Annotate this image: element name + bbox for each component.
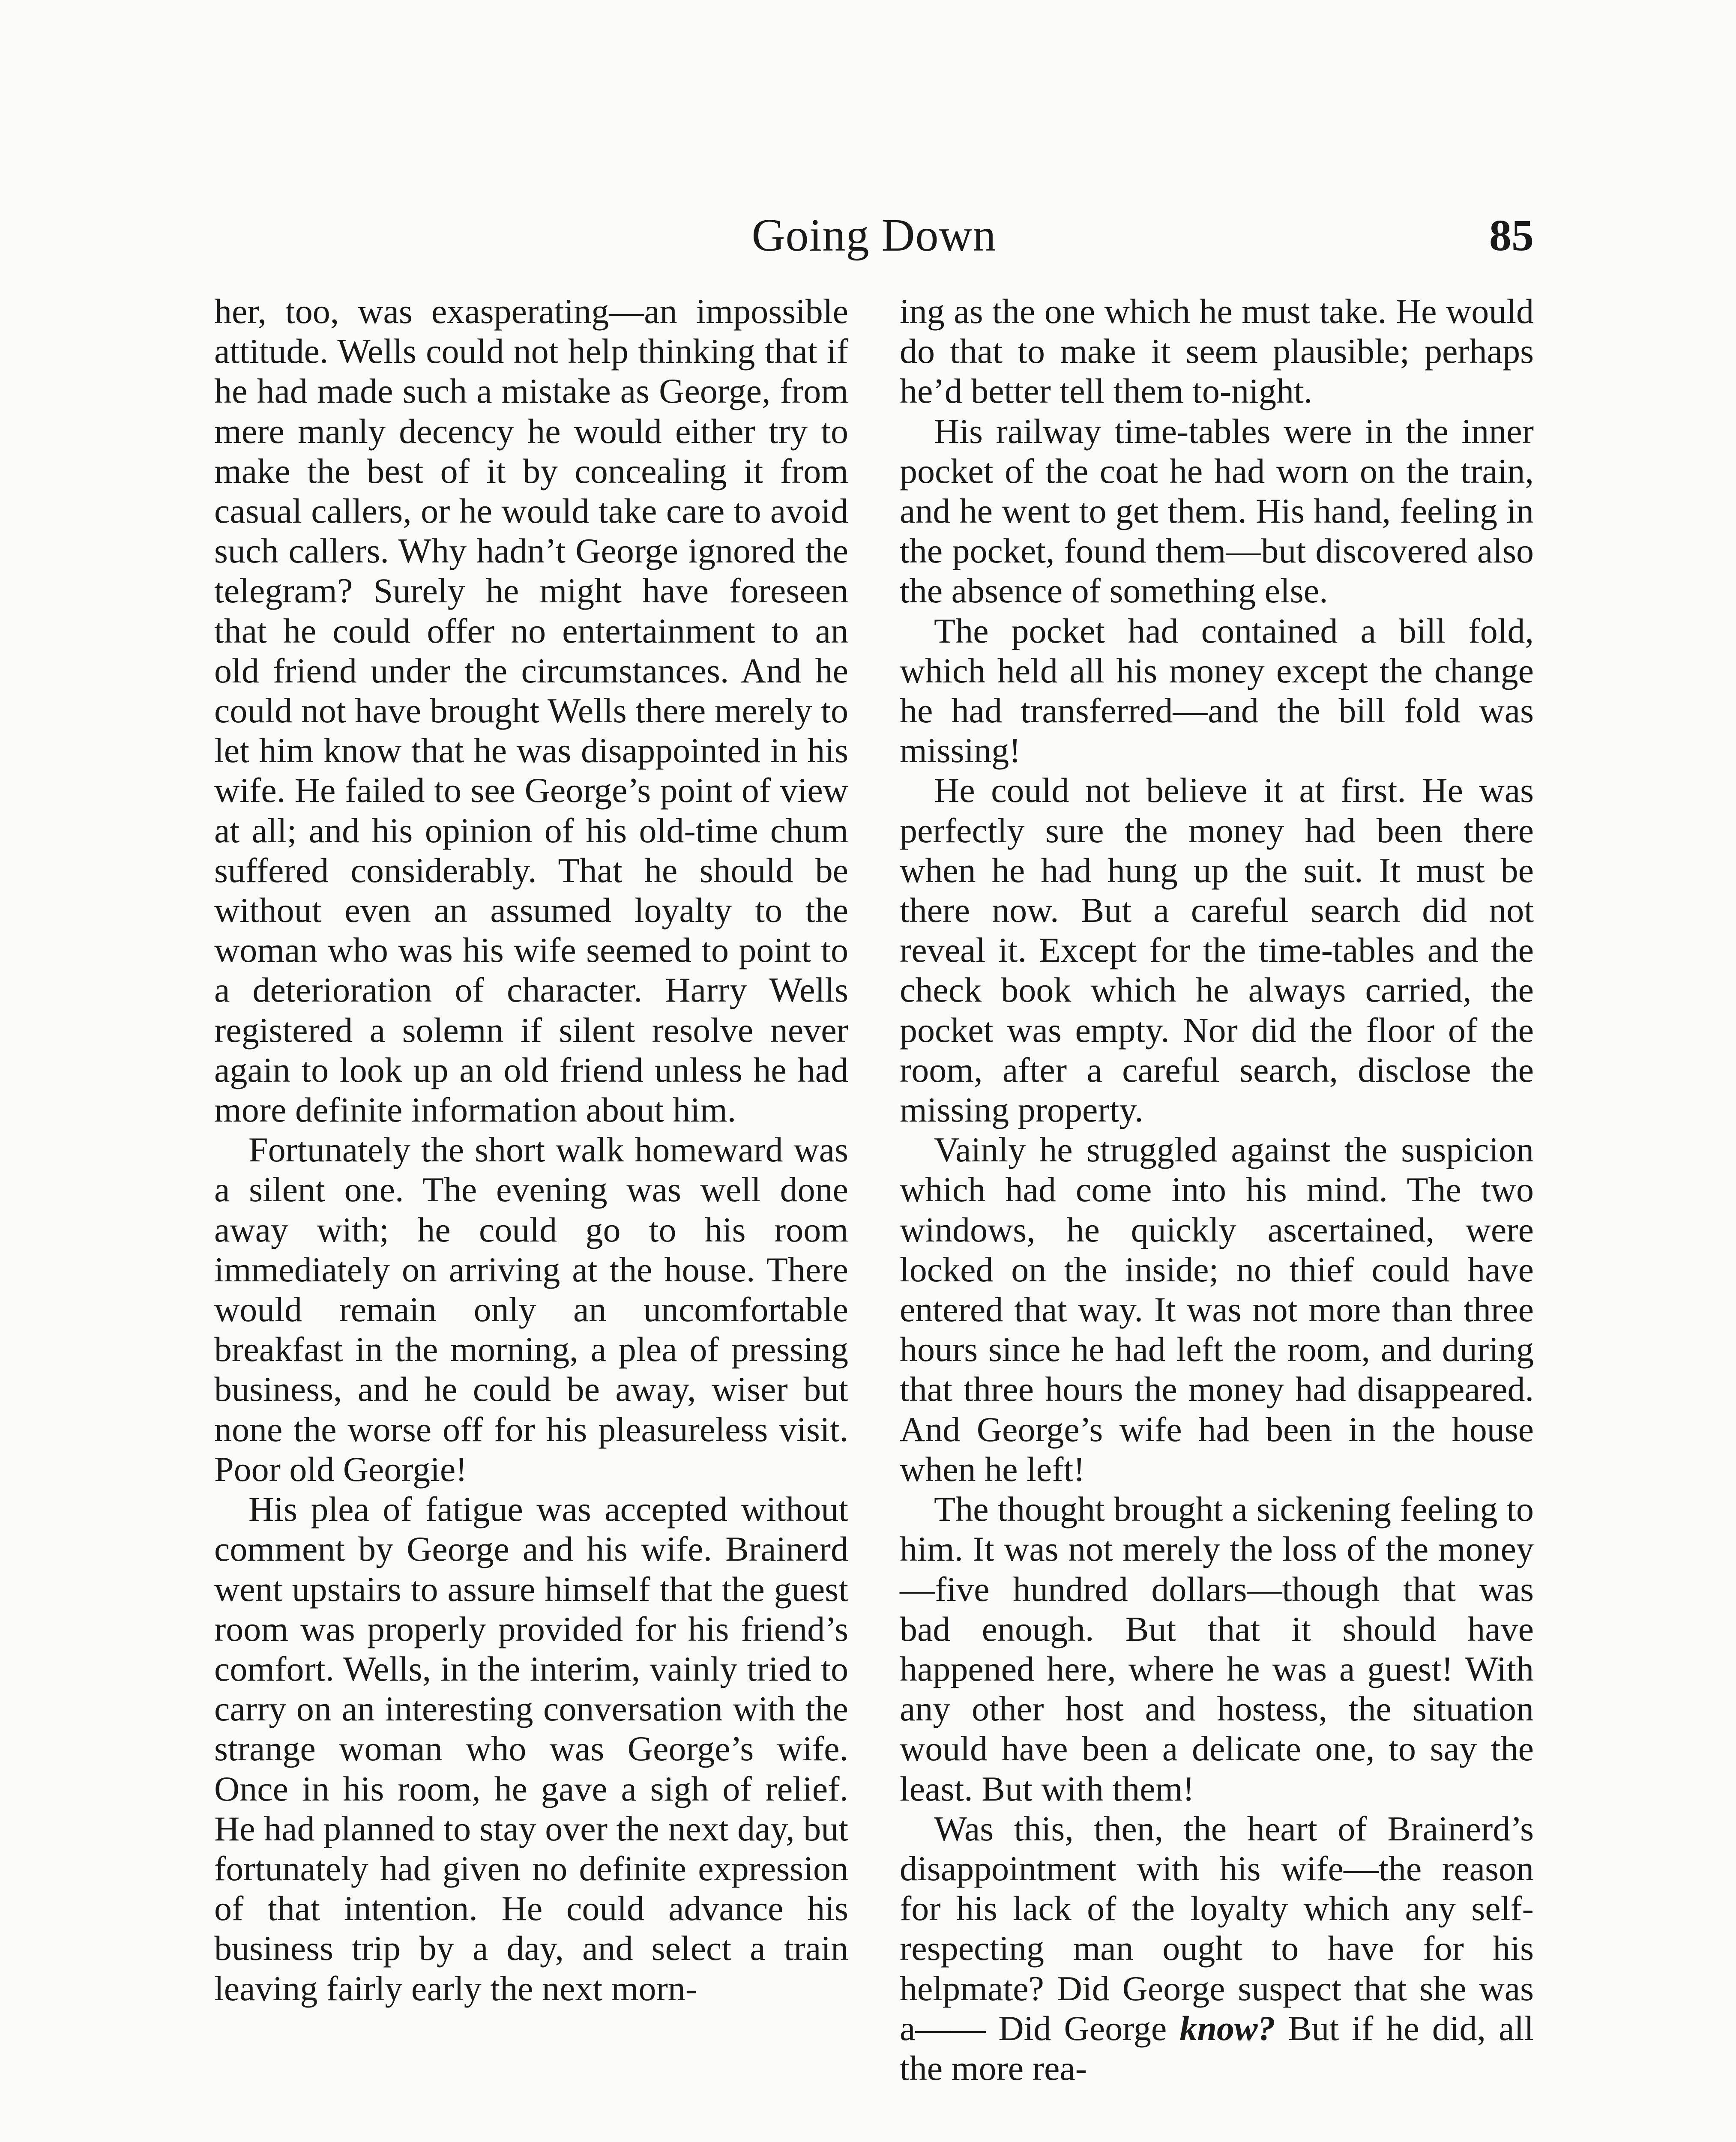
paragraph: The pocket had contained a bill fold, which held all his money except the change he had transferred—and the bill fold was missing! <box>900 611 1534 770</box>
paragraph-text: Was this, then, the heart of Brainerd’s disappointment with his wife—the reason for his lack of the loyalty which any self-respecting man ought to have for his helpmate? Did George suspect that she was a—— Did George <box>900 1809 1534 2048</box>
paragraph <box>900 1809 1534 2088</box>
page-header <box>214 201 1534 287</box>
paragraph: He could not believe it at first. He was perfectly sure the money had been there when he had hung up the suit. It must be there now. But a careful search did not reveal it. Except for the time-tables and the check book which he always carried, the pocket was empty. Nor did the floor of the room, after a careful search, disclose the missing property. <box>900 771 1534 1130</box>
paragraph-text: But if he did, all the more rea- <box>900 2008 1534 2088</box>
paragraph: The thought brought a sickening feeling to him. It was not merely the loss of the money—five hundred dollars—though that was bad enough. But that it should have happened here, where he was a guest! With any other host and hostess, the situation would have been a delicate one, to say the least. But with them! <box>900 1490 1534 1808</box>
left-column <box>214 291 848 2008</box>
page-number: 85 <box>1489 211 1534 260</box>
right-column <box>900 291 1534 2088</box>
emphasis-word: know? <box>1179 2008 1275 2048</box>
paragraph: Vainly he struggled against the suspicion which had come into his mind. The two windows, he quickly ascertained, were locked on the inside; no thief could have entered that way. It was not more than three hours since he had left the room, and during that three hours the money had disappeared. And George’s wife had been in the house when he left! <box>900 1130 1534 1489</box>
paragraph: His plea of fatigue was accepted without comment by George and his wife. Brainerd went upstairs to assure himself that the guest room was properly provided for his friend’s comfort. Wells, in the interim, vainly tried to carry on an interesting conversation with the strange woman who was George’s wife. Once in his room, he gave a sigh of relief. He had planned to stay over the next day, but fortunately had given no definite expression of that intention. He could advance his business trip by a day, and select a train leaving fairly early the next morn- <box>214 1490 848 2008</box>
paragraph: her, too, was exasperating—an impossible attitude. Wells could not help thinking that if he had made such a mistake as George, from mere manly decency he would either try to make the best of it by concealing it from casual callers, or he would take care to avoid such callers. Why hadn’t George ignored the telegram? Surely he might have foreseen that he could offer no entertainment to an old friend under the circumstances. And he could not have brought Wells there merely to let him know that he was disappointed in his wife. He failed to see George’s point of view at all; and his opinion of his old-time chum suffered considerably. That he should be without even an assumed loyalty to the woman who was his wife seemed to point to a deterioration of character. Harry Wells registered a solemn if silent resolve never again to look up an old friend unless he had more definite information about him. <box>214 292 848 1130</box>
paragraph: Fortunately the short walk homeward was a silent one. The evening was well done away with; he could go to his room immediately on arriving at the house. There would remain only an uncomfortable breakfast in the morning, a plea of pressing business, and he could be away, wiser but none the worse off for his pleasureless visit. Poor old Georgie! <box>214 1130 848 1489</box>
running-title: Going Down <box>751 210 997 261</box>
paragraph: His railway time-tables were in the inner pocket of the coat he had worn on the train, and he went to get them. His hand, feeling in the pocket, found them—but discovered also the absence of something else. <box>900 411 1534 610</box>
paragraph: ing as the one which he must take. He would do that to make it seem plausible; perhaps he’d better tell them to-night. <box>900 292 1534 411</box>
